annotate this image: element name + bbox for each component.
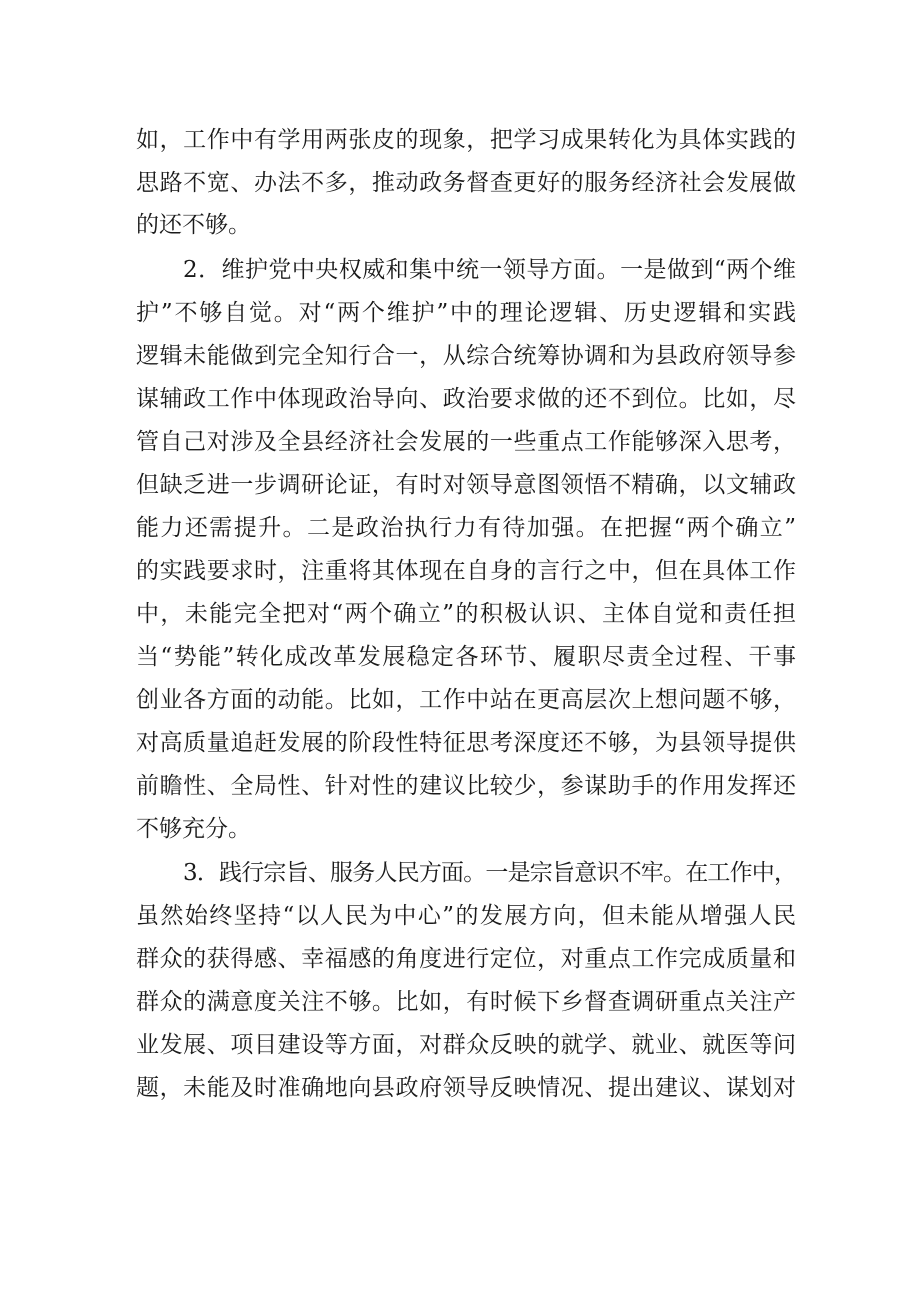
text-line: 但缺乏进一步调研论证，有时对领导意图领悟不精确，以文辅政 [136,472,796,498]
text-line: 不够充分。 [136,816,251,842]
text-line: 谋辅政工作中体现政治导向、政治要求做的还不到位。比如，尽 [136,386,796,412]
text-line: 的实践要求时，注重将其体现在自身的言行之中，但在具体工作 [136,558,796,584]
text-line: 管自己对涉及全县经济社会发展的一些重点工作能够深入思考， [136,429,796,455]
text-line: 的还不够。 [136,212,251,238]
text-line: 业发展、项目建设等方面，对群众反映的就学、就业、就医等问 [136,1032,796,1058]
text-line: 逻辑未能做到完全知行合一，从综合统筹协调和为县政府领导参 [136,343,796,369]
paragraph-2-first-line: 2．维护党中央权威和集中统一领导方面。一是做到“两个维 [183,257,796,283]
text-line: 虽然始终坚持“以人民为中心”的发展方向，但未能从增强人民 [136,903,796,929]
text-line: 护”不够自觉。对“两个维护”中的理论逻辑、历史逻辑和实践 [136,300,796,326]
text-line: 如，工作中有学用两张皮的现象，把学习成果转化为具体实践的 [136,127,796,153]
text-line: 前瞻性、全局性、针对性的建议比较少，参谋助手的作用发挥还 [136,773,796,799]
text-line: 能力还需提升。二是政治执行力有待加强。在把握“两个确立” [136,515,796,541]
text-line: 创业各方面的动能。比如，工作中站在更高层次上想问题不够， [136,687,796,713]
text-line: 中，未能完全把对“两个确立”的积极认识、主体自觉和责任担 [136,601,796,627]
text-line: 当“势能”转化成改革发展稳定各环节、履职尽责全过程、干事 [136,644,796,670]
text-line: 群众的满意度关注不够。比如，有时候下乡督查调研重点关注产 [136,989,796,1015]
text-line: 题，未能及时准确地向县政府领导反映情况、提出建议、谋划对 [136,1075,796,1101]
paragraph-3-first-line: 3．践行宗旨、服务人民方面。一是宗旨意识不牢。在工作中， [183,860,796,886]
text-line: 对高质量追赶发展的阶段性特征思考深度还不够，为县领导提供 [136,730,796,756]
text-line: 思路不宽、办法不多，推动政务督查更好的服务经济社会发展做 [136,170,796,196]
text-line: 群众的获得感、幸福感的角度进行定位，对重点工作完成质量和 [136,946,796,972]
